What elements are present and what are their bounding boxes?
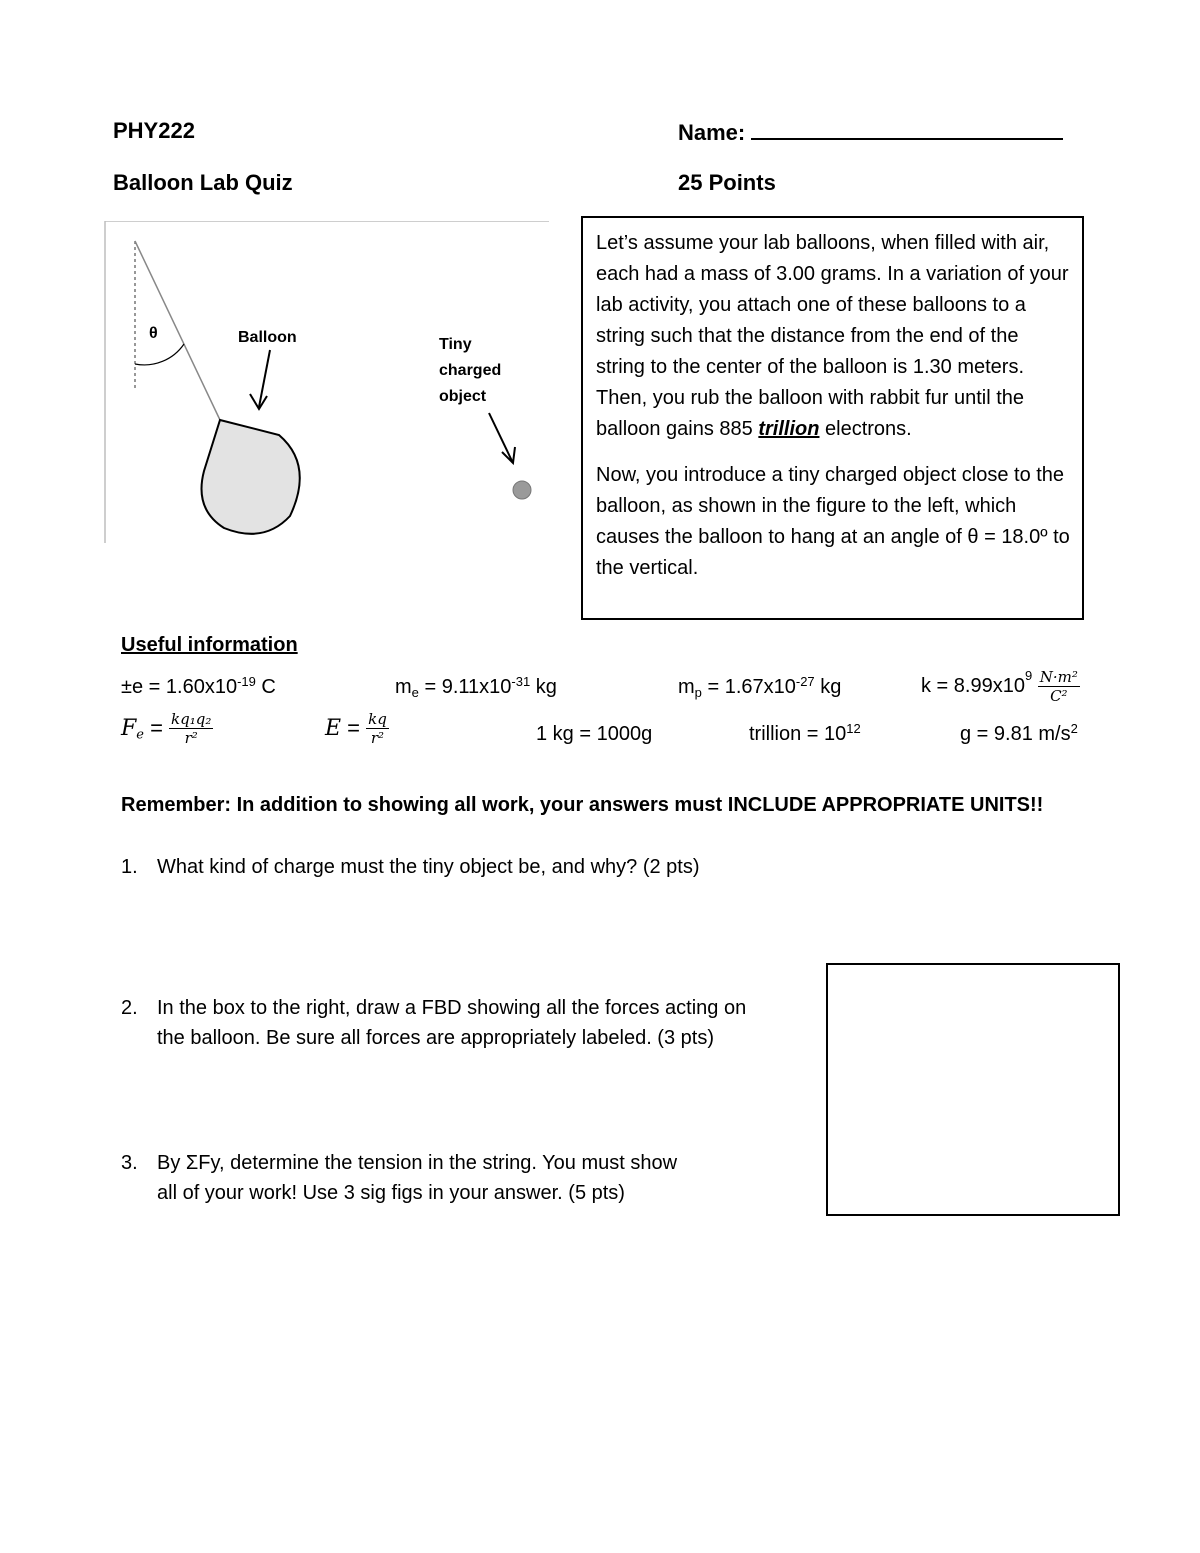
mp-sub: p bbox=[694, 685, 702, 700]
points-total: 25 Points bbox=[678, 170, 776, 195]
units-reminder: Remember: In addition to showing all work, your answers must INCLUDE APPROPRIATE UNITS!! bbox=[121, 794, 1044, 816]
scenario-paragraph-1 bbox=[596, 228, 1072, 445]
trillion-exp: 12 bbox=[846, 721, 861, 736]
question-3-text-line-2: all of your work! Use 3 sig figs in your answer. (5 pts) bbox=[157, 1182, 625, 1204]
k-value: k = 8.99x10 bbox=[921, 675, 1025, 697]
useful-info-heading: Useful information bbox=[121, 634, 298, 656]
e-charge-unit: C bbox=[255, 676, 276, 698]
electron-charge-constant bbox=[121, 676, 276, 699]
mp-label: m bbox=[678, 676, 695, 698]
coulomb-constant bbox=[921, 668, 1080, 705]
quiz-title: Balloon Lab Quiz bbox=[113, 170, 293, 195]
k-units-den: C² bbox=[1050, 687, 1068, 705]
scenario-text-1b: electrons. bbox=[819, 418, 912, 440]
fe-den: r² bbox=[184, 729, 198, 747]
tiny-label-line-1: Tiny bbox=[439, 336, 472, 353]
string-line bbox=[135, 241, 220, 420]
object-arrow-shaft bbox=[489, 413, 512, 461]
fe-lhs: F bbox=[121, 716, 137, 741]
trillion-definition bbox=[749, 723, 861, 746]
e-num: kq bbox=[368, 710, 387, 728]
scenario-box bbox=[581, 216, 1084, 620]
mp-exp: -27 bbox=[795, 674, 815, 689]
question-2-number: 2. bbox=[121, 997, 138, 1019]
name-field[interactable] bbox=[678, 118, 1063, 146]
k-exp: 9 bbox=[1024, 667, 1033, 683]
question-2-text-line-1: In the box to the right, draw a FBD showing all the forces acting on bbox=[157, 997, 747, 1019]
fe-num: kq₁q₂ bbox=[171, 710, 212, 728]
question-2 bbox=[121, 993, 746, 1053]
me-sub: e bbox=[411, 685, 419, 700]
tiny-charged-object bbox=[513, 481, 531, 499]
electric-field-formula bbox=[325, 710, 389, 747]
balloon-shape bbox=[202, 420, 300, 534]
fe-equals: = bbox=[143, 715, 170, 741]
me-value: = 9.11x10 bbox=[418, 676, 512, 698]
question-1-text: What kind of charge must the tiny object be, and why? (2 pts) bbox=[157, 856, 700, 878]
e-fraction bbox=[366, 710, 389, 747]
fe-fraction bbox=[169, 710, 213, 747]
scenario-paragraph-2: Now, you introduce a tiny charged object close to the balloon, as shown in the figure to the left, which causes the balloon to hang at an angle of θ = 18.0º to the vertical. bbox=[596, 464, 1070, 579]
mp-value: = 1.67x10 bbox=[701, 676, 796, 698]
g-text: g = 9.81 m/s bbox=[960, 723, 1071, 745]
g-exp: 2 bbox=[1070, 721, 1078, 736]
balloon-label: Balloon bbox=[238, 329, 297, 346]
me-exp: -31 bbox=[511, 674, 531, 689]
electron-mass-constant bbox=[395, 676, 557, 699]
me-label: m bbox=[395, 676, 412, 698]
question-3-number: 3. bbox=[121, 1152, 138, 1174]
kg-conversion: 1 kg = 1000g bbox=[536, 723, 653, 745]
e-charge-text: ±e = 1.60x10 bbox=[121, 676, 238, 698]
me-unit: kg bbox=[530, 676, 557, 698]
theta-arc bbox=[135, 344, 184, 365]
tiny-object-label bbox=[439, 332, 501, 410]
fe-sub: e bbox=[136, 727, 144, 743]
coulomb-force-formula bbox=[121, 710, 213, 747]
name-blank-line[interactable] bbox=[751, 118, 1063, 140]
mp-unit: kg bbox=[814, 676, 842, 698]
question-3 bbox=[121, 1148, 677, 1208]
k-units-num: N·m² bbox=[1039, 668, 1078, 686]
question-3-text-line-1: By ΣFy, determine the tension in the string. You must show bbox=[157, 1152, 678, 1174]
question-2-text-line-2: the balloon. Be sure all forces are appropriately labeled. (3 pts) bbox=[157, 1027, 714, 1049]
trillion-emphasis: trillion bbox=[758, 418, 820, 440]
e-lhs: E bbox=[325, 716, 342, 741]
e-equals: = bbox=[341, 715, 367, 741]
e-den: r² bbox=[370, 729, 385, 747]
tiny-label-line-2: charged bbox=[439, 362, 502, 379]
tiny-label-line-3: object bbox=[439, 388, 487, 405]
course-code: PHY222 bbox=[113, 118, 195, 143]
balloon-arrow-head bbox=[250, 394, 267, 409]
pendulum-figure bbox=[104, 221, 550, 543]
e-charge-exp: -19 bbox=[237, 674, 256, 689]
scenario-text-1a: Let’s assume your lab balloons, when filled with air, each had a mass of 3.00 grams. In a variation of your lab activity, you attach one of these balloons to a string such that the distance from the end of the string to the center of the balloon is 1.30 meters. Then, you rub the balloon with rabbit fur until the balloon gains 885 bbox=[596, 232, 1069, 440]
question-1-number: 1. bbox=[121, 856, 138, 878]
gravity-constant bbox=[960, 723, 1078, 746]
trillion-text: trillion = 10 bbox=[749, 723, 847, 745]
fbd-drawing-box[interactable] bbox=[826, 963, 1120, 1216]
name-label: Name: bbox=[678, 120, 746, 145]
question-1 bbox=[121, 852, 700, 882]
proton-mass-constant bbox=[678, 676, 841, 699]
k-units-fraction bbox=[1038, 668, 1080, 705]
theta-label: θ bbox=[149, 325, 158, 342]
